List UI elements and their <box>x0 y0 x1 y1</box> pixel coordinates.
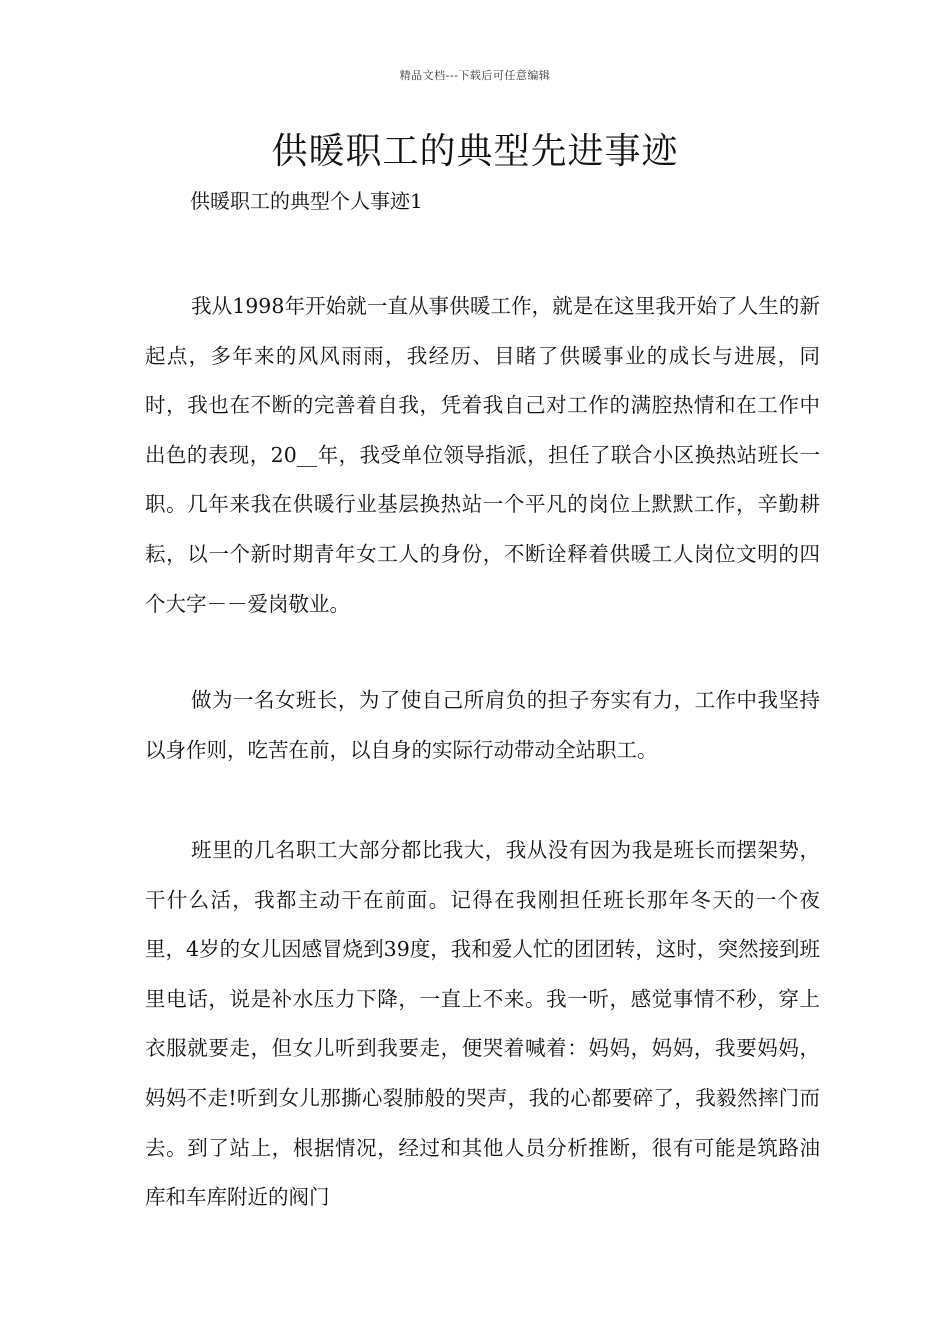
section-subtitle: 供暖职工的典型个人事迹1 <box>190 189 423 213</box>
body-paragraph: 我从1998年开始就一直从事供暖工作，就是在这里我开始了人生的新起点，多年来的风风雨雨，我经历、目睹了供暖事业的成长与进展，同时，我也在不断的完善着自我，凭着我自己对工作的满腔热情和在工作中出色的表现，20__年，我受单位领导指派，担任了联合小区换热站班长一职。几年来我在供暖行业基层换热站一个平凡的岗位上默默工作，辛勤耕耘，以一个新时期青年女工人的身份，不断诠释着供暖工人岗位文明的四个大字－－爱岗敬业。 <box>145 294 820 616</box>
body-paragraph: 做为一名女班长，为了使自己所肩负的担子夯实有力，工作中我坚持以身作则，吃苦在前，以自身的实际行动带动全站职工。 <box>145 688 820 762</box>
document-title: 供暖职工的典型先进事迹 <box>271 131 679 172</box>
header-note: 精品文档---下载后可任意编辑 <box>399 69 551 82</box>
body-paragraph: 班里的几名职工大部分都比我大，我从没有因为我是班长而摆架势，干什么活，我都主动干在前面。记得在我刚担任班长那年冬天的一个夜里，4岁的女儿因感冒烧到39度，我和爱人忙的团团转，这时，突然接到班里电话，说是补水压力下降，一直上不来。我一听，感觉事情不秒，穿上衣服就要走，但女儿听到我要走，便哭着喊着：妈妈，妈妈，我要妈妈，妈妈不走!听到女儿那撕心裂肺般的哭声，我的心都要碎了，我毅然摔门而去。到了站上，根据情况，经过和其他人员分析推断，很有可能是筑路油库和车库附近的阀门 <box>145 838 820 1210</box>
